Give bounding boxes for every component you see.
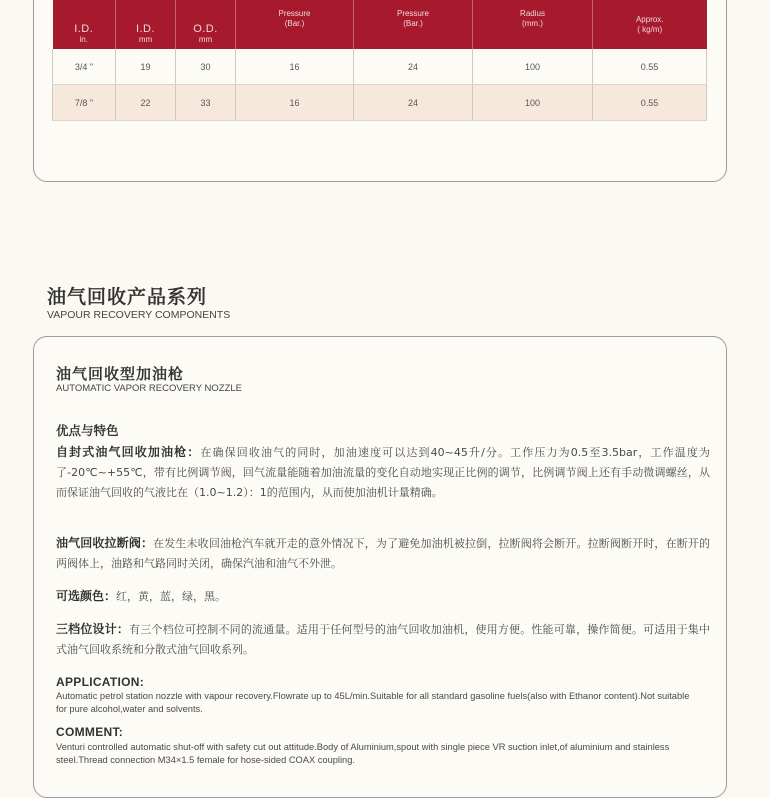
- table-cell: 33: [176, 85, 236, 121]
- col-header-od-mm: O.D. mm: [176, 0, 236, 49]
- feature-paragraph-colors: [56, 586, 710, 607]
- application-heading: APPLICATION:: [56, 675, 145, 689]
- feature-paragraph-positions: [56, 619, 710, 660]
- feature-label: 三档位设计：: [56, 622, 130, 636]
- features-heading: 优点与特色: [56, 423, 119, 438]
- table-cell: 100: [473, 85, 593, 121]
- comment-heading: COMMENT:: [56, 725, 124, 739]
- table-row: [53, 85, 707, 121]
- feature-label: 可选颜色：: [56, 589, 117, 603]
- feature-paragraph-nozzle: [56, 442, 710, 503]
- table-cell: 3/4 ": [53, 49, 116, 85]
- section-title: 油气回收产品系列: [47, 286, 208, 308]
- col-header-working-pressure: Pressure (Bar.): [236, 0, 354, 49]
- table-cell: 16: [236, 85, 354, 121]
- feature-paragraph-breakaway: [56, 533, 710, 574]
- col-header-id-in: I.D. in.: [53, 0, 116, 49]
- feature-label: 自封式油气回收加油枪：: [56, 445, 201, 459]
- table-cell: 0.55: [593, 49, 707, 85]
- table-cell: 24: [354, 85, 473, 121]
- table-cell: 22: [116, 85, 176, 121]
- spec-table-header-row: [53, 0, 707, 49]
- col-header-burst-pressure: Pressure (Bar.): [354, 0, 473, 49]
- table-cell: 16: [236, 49, 354, 85]
- feature-text: 在发生未收回油枪汽车就开走的意外情况下，为了避免加油机被拉倒，拉断阀将会断开。拉断阀断开时，在断开的两阀体上，油路和气路同时关闭，确保汽油和油气不外泄。: [56, 537, 710, 570]
- table-cell: 0.55: [593, 85, 707, 121]
- col-header-id-mm: I.D. mm: [116, 0, 176, 49]
- application-text: Automatic petrol station nozzle with vapour recovery.Flowrate up to 45L/min.Suitable for all standard gasoline fuels(also with Ethanor content).Not suitable for pure alcohol,water and solvents.: [56, 691, 690, 714]
- table-cell: 24: [354, 49, 473, 85]
- product-title: 油气回收型加油枪: [56, 365, 185, 383]
- table-row: [53, 49, 707, 85]
- feature-text: 在确保回收油气的同时，加油速度可以达到40~45升/分。工作压力为0.5至3.5bar，工作温度为了-20℃~+55℃，带有比例调节阀，回气流量能随着加油流量的变化自动地实现正比例的调节，比例调节阀上还有手动微调螺丝，从而保证油气回收的气液比在（1.0~1.2）：1的范围内，从而使加油机计量精确。: [56, 446, 710, 499]
- table-cell: 7/8 ": [53, 85, 116, 121]
- feature-text: 红，黄，蓝，绿，黑。: [116, 590, 227, 603]
- col-header-radius: Radius (mm.): [473, 0, 593, 49]
- table-cell: 100: [473, 49, 593, 85]
- product-subtitle: AUTOMATIC VAPOR RECOVERY NOZZLE: [56, 383, 242, 394]
- feature-text: 有三个档位可控制不同的流通量。适用于任何型号的油气回收加油机，使用方便。性能可靠，操作简便。可适用于集中式油气回收系统和分散式油气回收系列。: [56, 623, 710, 656]
- feature-label: 油气回收拉断阀：: [56, 536, 154, 550]
- section-subtitle: VAPOUR RECOVERY COMPONENTS: [47, 309, 231, 321]
- table-cell: 19: [116, 49, 176, 85]
- table-cell: 30: [176, 49, 236, 85]
- comment-text: Venturi controlled automatic shut-off with safety cut out attitude.Body of Aluminium,spout with single piece VR suction inlet,of aluminium and stainless steel.Thread connection M34×1.5 female for hose-sided COAX coupling.: [56, 742, 670, 765]
- col-header-weight: Approx. ( kg/m): [593, 0, 707, 49]
- spec-table: [52, 0, 707, 121]
